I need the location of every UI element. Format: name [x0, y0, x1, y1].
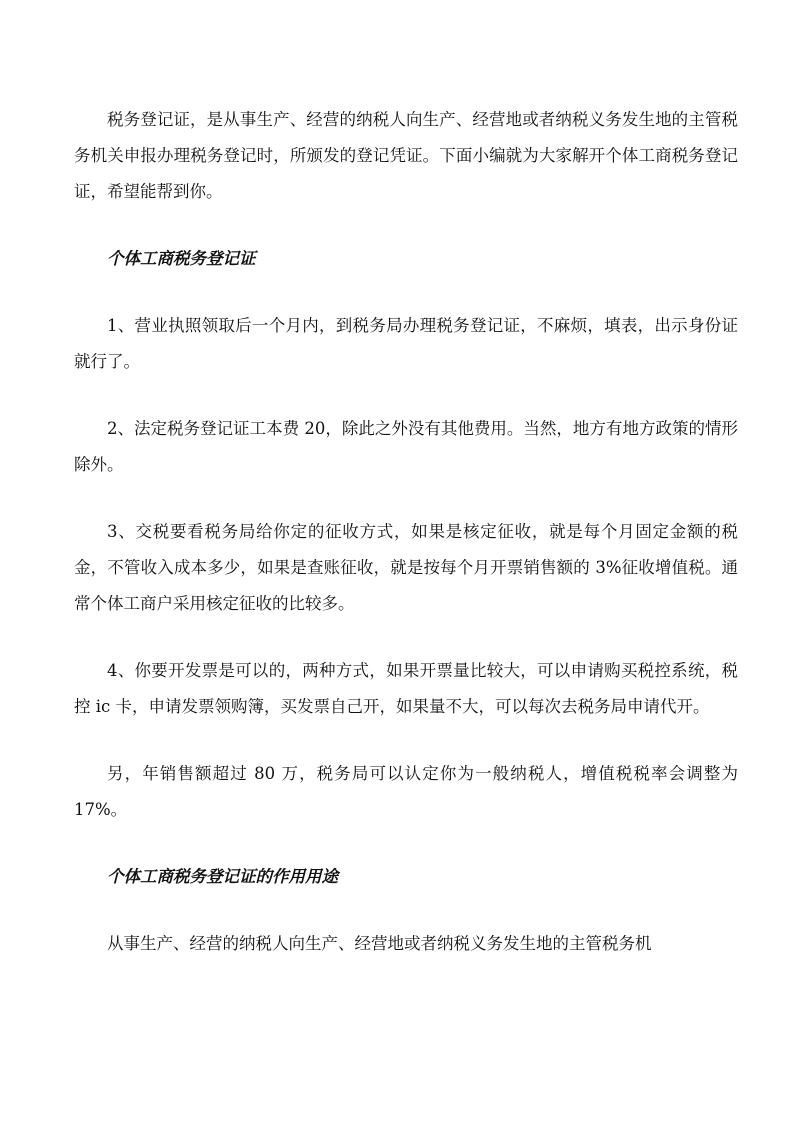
- section-heading-registration: 个体工商税务登记证: [107, 249, 256, 268]
- note-paragraph: 另，年销售额超过 80 万，税务局可以认定你为一般纳税人，增值税税率会调整为 17%。: [74, 764, 738, 819]
- list-item: 3、交税要看税务局给你定的征收方式，如果是核定征收，就是每个月固定金额的税金，不管收入成本多少，如果是查账征收，就是按每个月开票销售额的 3%征收增值税。通常个体工商户采用核定征收的比较多。: [74, 522, 738, 613]
- intro-paragraph: 税务登记证，是从事生产、经营的纳税人向生产、经营地或者纳税义务发生地的主管税务机关申报办理税务登记时，所颁发的登记凭证。下面小编就为大家解开个体工商税务登记证，希望能帮到你。: [74, 110, 738, 201]
- list-item: 1、营业执照领取后一个月内，到税务局办理税务登记证，不麻烦，填表，出示身份证就行了。: [74, 316, 738, 371]
- usage-paragraph: 从事生产、经营的纳税人向生产、经营地或者纳税义务发生地的主管税务机: [107, 934, 652, 953]
- list-item: 4、你要开发票是可以的，两种方式，如果开票量比较大，可以申请购买税控系统，税控 ic 卡，申请发票领购簿，买发票自己开，如果量不大，可以每次去税务局申请代开。: [74, 661, 738, 716]
- list-item: 2、法定税务登记证工本费 20，除此之外没有其他费用。当然，地方有地方政策的情形除外。: [74, 419, 738, 474]
- document-body: [74, 102, 738, 993]
- section-heading-usage: 个体工商税务登记证的作用用途: [107, 867, 338, 886]
